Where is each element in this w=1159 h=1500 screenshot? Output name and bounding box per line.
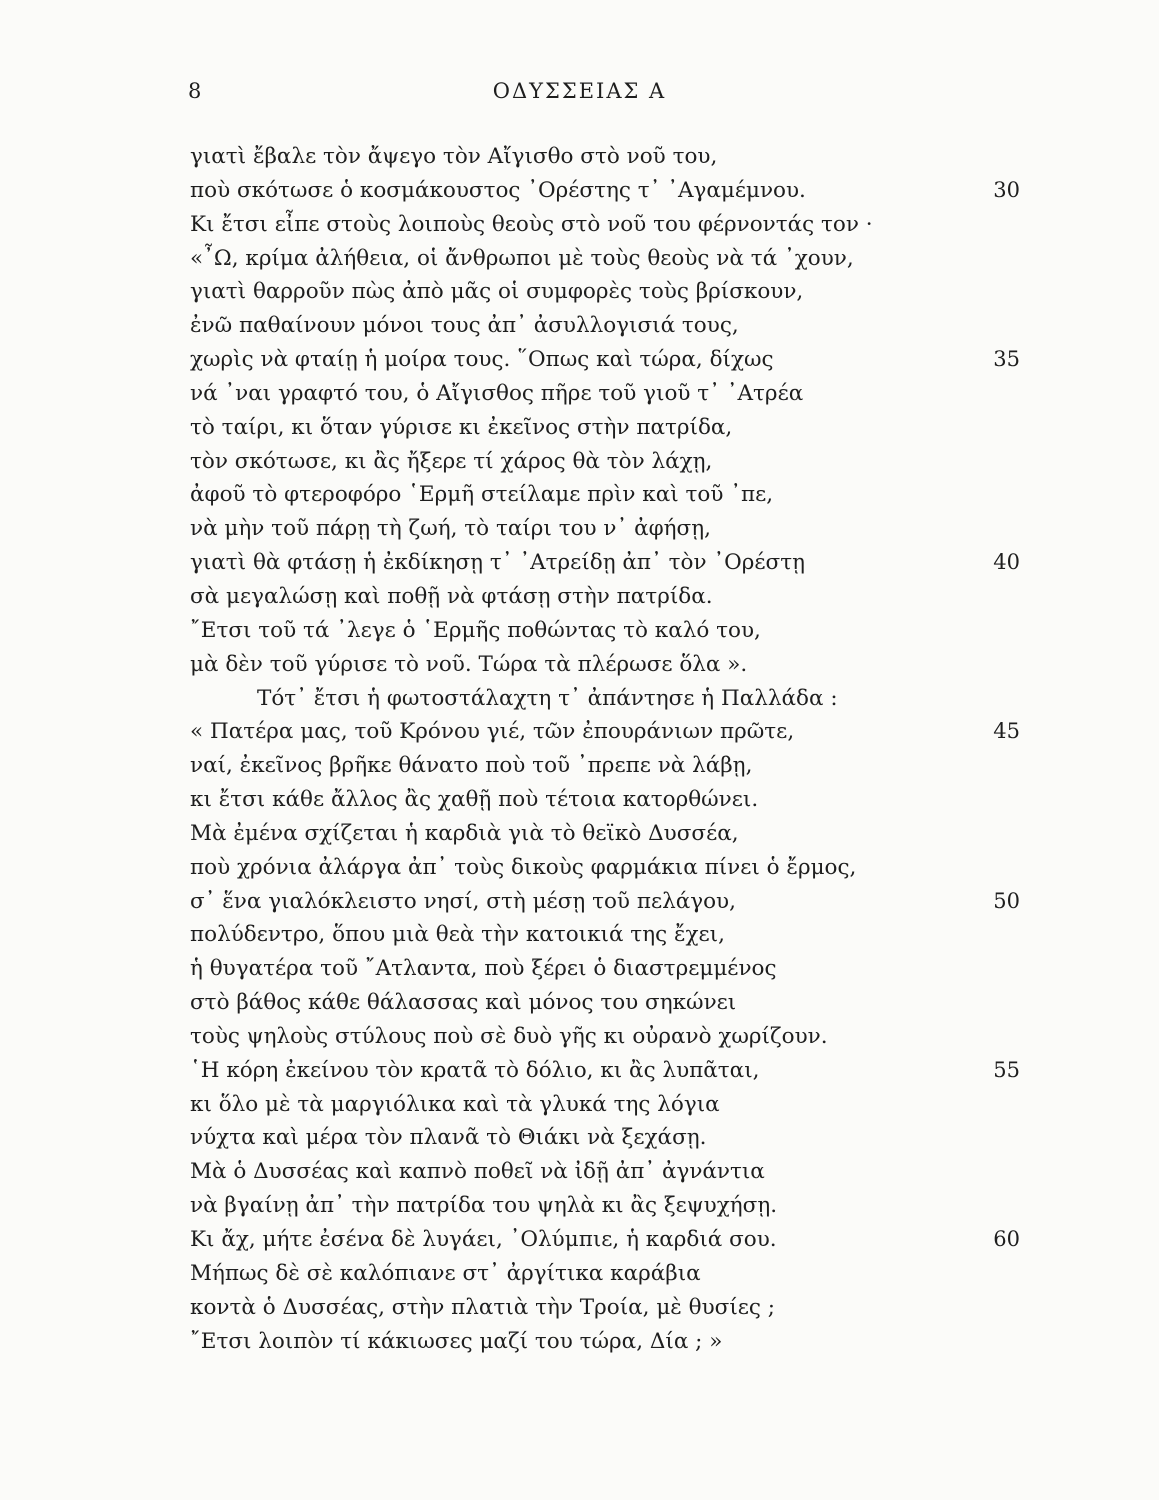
verse-text: κοντὰ ὁ Δυσσέας, στὴν πλατιὰ τὴν Τροία, μὲ θυσίες ;: [190, 1294, 776, 1320]
verse-line: [190, 851, 1020, 885]
verse-line: [190, 817, 1020, 851]
verse-line: [190, 1020, 1020, 1054]
verse-text: νὰ βγαίνῃ ἀπ᾿ τὴν πατρίδα του ψηλὰ κι ἂς ξεψυχήσῃ.: [190, 1193, 778, 1219]
line-number: 30: [993, 177, 1020, 202]
verse-text: Τότ᾿ ἔτσι ἡ φωτοστάλαχτη τ᾿ ἀπάντησε ἡ Παλλάδα :: [257, 685, 838, 711]
verse-text: ποὺ σκότωσε ὁ κοσμάκουστος ᾿Ορέστης τ᾿ ᾿Αγαμέμνου.: [190, 177, 806, 203]
verse-line: [190, 648, 1020, 682]
verse-line: [190, 309, 1020, 343]
verse-text: τὸν σκότωσε, κι ἂς ἤξερε τί χάρος θὰ τὸν λάχῃ,: [190, 448, 713, 474]
verse-text: «῏Ω, κρίμα ἀλήθεια, οἱ ἄνθρωποι μὲ τοὺς θεοὺς νὰ τά ᾿χουν,: [190, 245, 854, 271]
verse-text: ῎Ετσι λοιπὸν τί κάκιωσες μαζί του τώρα, Δία ; »: [190, 1328, 723, 1354]
verse-text: χωρὶς νὰ φταίῃ ἡ μοίρα τους. ῞Οπως καὶ τώρα, δίχως: [190, 347, 774, 373]
verse-text: τὸ ταίρι, κι ὅταν γύρισε κι ἐκεῖνος στὴν πατρίδα,: [190, 414, 733, 440]
verse-line: [190, 1121, 1020, 1155]
verse-line: [190, 614, 1020, 648]
verse-text: Μὰ ἐμένα σχίζεται ἡ καρδιὰ γιὰ τὸ θεϊκὸ Δυσσέα,: [190, 820, 739, 846]
verse-line: [190, 343, 1020, 377]
line-number: 35: [993, 347, 1020, 372]
verse-text: νύχτα καὶ μέρα τὸν πλανᾶ τὸ Θιάκι νὰ ξεχάσῃ.: [190, 1125, 707, 1151]
verse-text: « Πατέρα μας, τοῦ Κρόνου γιέ, τῶν ἐπουράνιων πρῶτε,: [190, 719, 795, 745]
line-number: 50: [993, 888, 1020, 913]
verse-line: [190, 546, 1020, 580]
verse-line: [190, 445, 1020, 479]
verse-text: Μὰ ὁ Δυσσέας καὶ καπνὸ ποθεῖ νὰ ἰδῇ ἀπ᾿ ἀγνάντια: [190, 1159, 765, 1185]
verse-text: γιατὶ θὰ φτάσῃ ἡ ἐκδίκησῃ τ᾿ ᾿Ατρείδῃ ἀπ᾿ τὸν ᾿Ορέστῃ: [190, 550, 805, 576]
verse-line: [190, 952, 1020, 986]
verse-line: [190, 174, 1020, 208]
verse-text: Κι ἔτσι εἶπε στοὺς λοιποὺς θεοὺς στὸ νοῦ του φέρνοντάς τον ·: [190, 211, 873, 237]
verse-line: [190, 986, 1020, 1020]
line-number: 55: [993, 1057, 1020, 1082]
running-title: ΟΔΥΣΣΕΙΑΣ Α: [492, 79, 667, 103]
verse-text: ῎Ετσι τοῦ τά ᾿λεγε ὁ ῾Ερμῆς ποθώντας τὸ καλό του,: [190, 617, 761, 643]
verse-line: [190, 377, 1020, 411]
verse-line: [190, 1257, 1020, 1291]
verse-line: [190, 1155, 1020, 1189]
verse-text: πολύδεντρο, ὅπου μιὰ θεὰ τὴν κατοικιά της ἔχει,: [190, 922, 725, 948]
verse-line: [190, 580, 1020, 614]
poem-body: [190, 140, 1020, 1358]
verse-text: ῾Η κόρη ἐκείνου τὸν κρατᾶ τὸ δόλιο, κι ἂς λυπᾶται,: [190, 1057, 760, 1083]
verse-text: ἐνῶ παθαίνουν μόνοι τους ἀπ᾿ ἀσυλλογισιά τους,: [190, 313, 739, 339]
verse-text: ποὺ χρόνια ἀλάργα ἀπ᾿ τοὺς δικοὺς φαρμάκια πίνει ὁ ἔρμος,: [190, 854, 857, 880]
verse-line: [190, 1189, 1020, 1223]
verse-text: γιατὶ ἔβαλε τὸν ἄψεγο τὸν Αἴγισθο στὸ νοῦ του,: [190, 144, 718, 169]
line-number: 40: [993, 550, 1020, 575]
verse-text: τοὺς ψηλοὺς στύλους ποὺ σὲ δυὸ γῆς κι οὐρανὸ χωρίζουν.: [190, 1023, 828, 1049]
verse-text: μὰ δὲν τοῦ γύρισε τὸ νοῦ. Τώρα τὰ πλέρωσε ὅλα ».: [190, 651, 748, 677]
verse-text: Κι ἄχ, μήτε ἐσένα δὲ λυγάει, ᾿Ολύμπιε, ἡ καρδιά σου.: [190, 1227, 777, 1252]
verse-line: [190, 783, 1020, 817]
verse-text: ναί, ἐκεῖνος βρῆκε θάνατο ποὺ τοῦ ᾿πρεπε νὰ λάβῃ,: [190, 753, 753, 779]
verse-line: [190, 715, 1020, 749]
verse-text: νά ᾿ναι γραφτό του, ὁ Αἴγισθος πῆρε τοῦ γιοῦ τ᾿ ᾿Ατρέα: [190, 380, 804, 406]
verse-line: [190, 1223, 1020, 1257]
verse-line: [190, 140, 1020, 174]
verse-line: [190, 208, 1020, 242]
verse-line: [190, 1088, 1020, 1122]
verse-line: [190, 1325, 1020, 1359]
page-number: 8: [188, 79, 202, 103]
verse-text: νὰ μὴν τοῦ πάρῃ τὴ ζωή, τὸ ταίρι του ν᾿ ἀφήσῃ,: [190, 516, 711, 542]
verse-text: γιατὶ θαρροῦν πὼς ἀπὸ μᾶς οἱ συμφορὲς τοὺς βρίσκουν,: [190, 279, 804, 305]
verse-text: κι ἔτσι κάθε ἄλλος ἂς χαθῇ ποὺ τέτοια κατορθώνει.: [190, 787, 759, 813]
verse-line: [190, 885, 1020, 919]
verse-line: [190, 918, 1020, 952]
verse-text: Μήπως δὲ σὲ καλόπιανε στ᾿ ἀργίτικα καράβια: [190, 1260, 701, 1286]
line-number: 45: [993, 719, 1020, 744]
verse-line: [190, 411, 1020, 445]
verse-line: [190, 1054, 1020, 1088]
verse-text: σὰ μεγαλώσῃ καὶ ποθῇ νὰ φτάσῃ στὴν πατρίδα.: [190, 583, 713, 609]
verse-text: σ᾿ ἕνα γιαλόκλειστο νησί, στὴ μέσῃ τοῦ πελάγου,: [190, 888, 736, 914]
verse-line: [190, 749, 1020, 783]
verse-line: [190, 512, 1020, 546]
verse-line: [190, 242, 1020, 276]
verse-line: [190, 478, 1020, 512]
verse-text: στὸ βάθος κάθε θάλασσας καὶ μόνος του σηκώνει: [190, 990, 737, 1016]
verse-text: ἡ θυγατέρα τοῦ ῎Ατλαντα, ποὺ ξέρει ὁ διαστρεμμένος: [190, 956, 777, 982]
verse-text: κι ὅλο μὲ τὰ μαργιόλικα καὶ τὰ γλυκά της λόγια: [190, 1091, 720, 1117]
verse-text: ἀφοῦ τὸ φτεροφόρο ῾Ερμῆ στείλαμε πρὶν καὶ τοῦ ᾿πε,: [190, 482, 774, 508]
verse-line: [190, 682, 1020, 716]
verse-line: [190, 1291, 1020, 1325]
verse-line: [190, 275, 1020, 309]
line-number: 60: [993, 1227, 1020, 1251]
